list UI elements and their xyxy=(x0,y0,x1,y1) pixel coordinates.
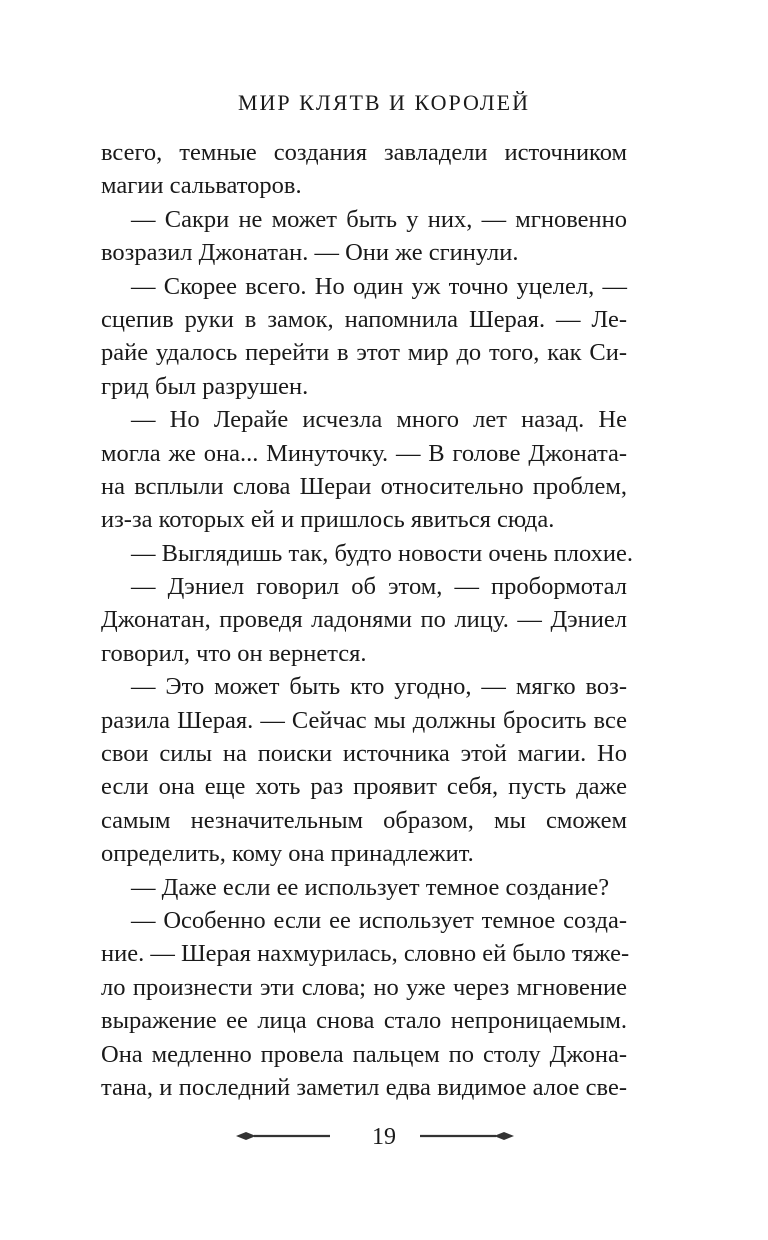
text-line: выражение ее лица снова стало непроницаемым. xyxy=(101,1007,627,1035)
text-line: — Даже если ее использует темное создание? xyxy=(131,873,610,901)
text-line: — Выглядишь так, будто новости очень плохие. xyxy=(131,539,633,567)
text-line: — Это может быть кто угодно, — мягко воз- xyxy=(131,673,627,701)
text-line: всего, темные создания завладели источником xyxy=(101,139,627,166)
text-line: определить, кому она принадлежит. xyxy=(101,840,474,868)
text-line: — Скорее всего. Но один уж точно уцелел, — xyxy=(131,272,627,300)
text-line: магии сальваторов. xyxy=(101,172,302,200)
text-line: ние. — Шерая нахмурилась, словно ей было тяже- xyxy=(101,940,630,968)
text-line: — Но Лерайе исчезла много лет назад. Не xyxy=(131,406,627,434)
text-line: — Дэниел говорил об этом, — пробормотал xyxy=(131,573,627,601)
page-number: 19 xyxy=(372,1124,396,1150)
text-line: тана, и последний заметил едва видимое алое све- xyxy=(101,1073,627,1101)
text-line: самым незначительным образом, мы сможем xyxy=(101,806,627,834)
text-line: возразил Джонатан. — Они же сгинули. xyxy=(101,239,519,267)
text-line: Джонатан, проведя ладонями по лицу. — Дэниел xyxy=(101,606,627,634)
text-line: Она медленно провела пальцем по столу Джона- xyxy=(101,1040,627,1068)
right-ornament-icon xyxy=(420,1130,514,1142)
text-line: грид был разрушен. xyxy=(101,372,309,400)
body-text xyxy=(101,136,633,1104)
text-line: разила Шерая. — Сейчас мы должны бросить все xyxy=(101,706,627,734)
folio xyxy=(0,1118,768,1158)
text-line: — Сакри не может быть у них, — мгновенно xyxy=(131,205,627,233)
text-line: говорил, что он вернется. xyxy=(101,639,367,667)
running-title: МИР КЛЯТВ И КОРОЛЕЙ xyxy=(237,90,530,115)
text-line: из-за которых ей и пришлось явиться сюда. xyxy=(101,506,555,534)
text-line: могла же она... Минуточку. — В голове Джоната- xyxy=(101,439,627,467)
text-line: на всплыли слова Шераи относительно проблем, xyxy=(101,472,627,500)
text-line: если она еще хоть раз проявит себя, пусть даже xyxy=(101,773,627,801)
left-ornament-icon xyxy=(236,1130,330,1142)
text-line: сцепив руки в замок, напомнила Шерая. — Ле- xyxy=(101,305,627,333)
text-line: райе удалось перейти в этот мир до того, как Си- xyxy=(101,339,627,367)
text-line: свои силы на поиски источника этой магии. Но xyxy=(101,740,627,768)
text-line: ло произнести эти слова; но уже через мгновение xyxy=(101,973,627,1001)
text-line: — Особенно если ее использует темное созда- xyxy=(131,906,627,934)
